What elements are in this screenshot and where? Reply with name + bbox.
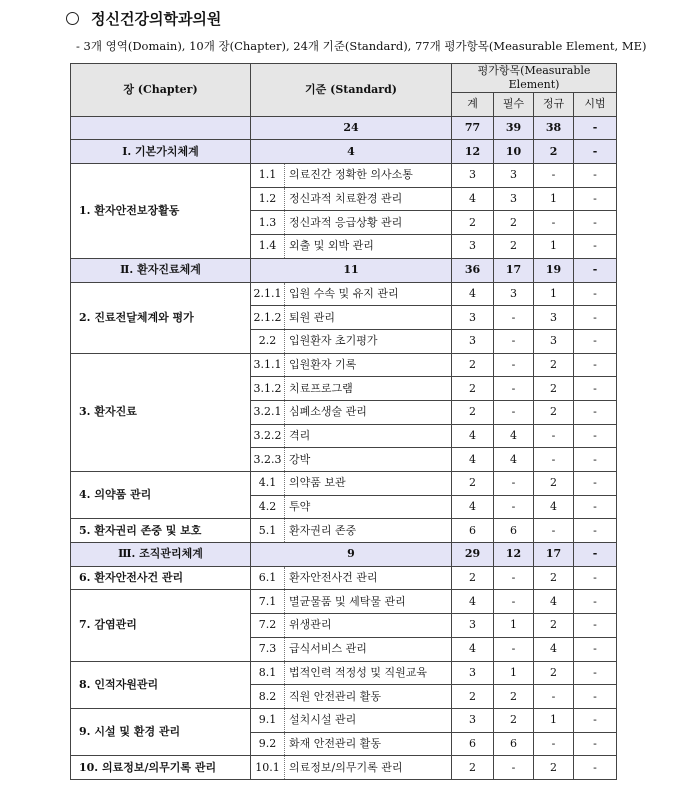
domain-standard: 4 <box>251 140 452 164</box>
me-regular: 1 <box>534 282 574 306</box>
domain-pilot: - <box>574 258 617 282</box>
me-pilot: - <box>574 424 617 448</box>
standard-number: 7.3 <box>251 637 285 661</box>
standard-name: 심폐소생술 관리 <box>285 400 452 424</box>
standard-name: 급식서비스 관리 <box>285 637 452 661</box>
chapter-name: 1. 환자안전보장활동 <box>71 164 251 259</box>
chapter-name: 4. 의약품 관리 <box>71 472 251 519</box>
me-required: 2 <box>494 708 534 732</box>
me-pilot: - <box>574 329 617 353</box>
me-total: 6 <box>452 519 494 543</box>
me-pilot: - <box>574 400 617 424</box>
me-regular: 1 <box>534 187 574 211</box>
standard-number: 4.2 <box>251 495 285 519</box>
domain-pilot: - <box>574 543 617 567</box>
standard-name: 투약 <box>285 495 452 519</box>
domain-total: 12 <box>452 140 494 164</box>
standard-name: 격리 <box>285 424 452 448</box>
me-required: 2 <box>494 211 534 235</box>
header-total: 계 <box>452 93 494 117</box>
circle-bullet-icon <box>66 12 79 25</box>
me-pilot: - <box>574 495 617 519</box>
me-pilot: - <box>574 472 617 496</box>
standard-name: 입원 수속 및 유지 관리 <box>285 282 452 306</box>
standard-number: 1.1 <box>251 164 285 188</box>
me-regular: - <box>534 211 574 235</box>
domain-regular: 19 <box>534 258 574 282</box>
me-required: 1 <box>494 661 534 685</box>
me-pilot: - <box>574 164 617 188</box>
me-total: 6 <box>452 732 494 756</box>
standard-number: 6.1 <box>251 566 285 590</box>
table-row <box>71 519 617 543</box>
me-required: 4 <box>494 424 534 448</box>
standard-name: 강박 <box>285 448 452 472</box>
me-required: 3 <box>494 187 534 211</box>
standard-name: 의료정보/의무기록 관리 <box>285 756 452 780</box>
standard-number: 8.1 <box>251 661 285 685</box>
standard-number: 3.2.2 <box>251 424 285 448</box>
me-regular: - <box>534 732 574 756</box>
table-row <box>71 756 617 780</box>
header-standard: 기준 (Standard) <box>251 64 452 117</box>
me-total: 2 <box>452 685 494 709</box>
standard-name: 입원환자 초기평가 <box>285 329 452 353</box>
domain-required: 10 <box>494 140 534 164</box>
me-total: 2 <box>452 400 494 424</box>
me-required: - <box>494 590 534 614</box>
standard-number: 3.2.3 <box>251 448 285 472</box>
accreditation-table <box>70 63 617 780</box>
header-required: 필수 <box>494 93 534 117</box>
standard-name: 치료프로그램 <box>285 377 452 401</box>
chapter-name: 10. 의료정보/의무기록 관리 <box>71 756 251 780</box>
table-row <box>71 164 617 188</box>
me-required: - <box>494 377 534 401</box>
me-total: 4 <box>452 637 494 661</box>
standard-number: 9.2 <box>251 732 285 756</box>
domain-row <box>71 258 617 282</box>
me-pilot: - <box>574 590 617 614</box>
table-body <box>71 116 617 779</box>
me-pilot: - <box>574 566 617 590</box>
me-required: 6 <box>494 519 534 543</box>
me-pilot: - <box>574 661 617 685</box>
me-required: - <box>494 566 534 590</box>
me-required: 1 <box>494 614 534 638</box>
chapter-name: 8. 인적자원관리 <box>71 661 251 708</box>
me-required: - <box>494 472 534 496</box>
me-regular: 4 <box>534 637 574 661</box>
me-required: 3 <box>494 282 534 306</box>
standard-number: 7.1 <box>251 590 285 614</box>
domain-name: Ⅲ. 조직관리체계 <box>71 543 251 567</box>
me-required: - <box>494 329 534 353</box>
standard-number: 7.2 <box>251 614 285 638</box>
me-regular: - <box>534 685 574 709</box>
me-regular: 2 <box>534 353 574 377</box>
table-row <box>71 566 617 590</box>
domain-row <box>71 543 617 567</box>
standard-name: 정신과적 치료환경 관리 <box>285 187 452 211</box>
header-me: 평가항목(Measurable Element) <box>452 64 617 93</box>
me-required: - <box>494 400 534 424</box>
total-required: 39 <box>494 116 534 140</box>
standard-name: 의약품 보관 <box>285 472 452 496</box>
table-row <box>71 472 617 496</box>
me-regular: 2 <box>534 756 574 780</box>
me-regular: 4 <box>534 590 574 614</box>
me-pilot: - <box>574 211 617 235</box>
chapter-name: 7. 감염관리 <box>71 590 251 661</box>
me-pilot: - <box>574 519 617 543</box>
me-required: 6 <box>494 732 534 756</box>
me-required: 2 <box>494 235 534 259</box>
standard-number: 1.4 <box>251 235 285 259</box>
standard-number: 10.1 <box>251 756 285 780</box>
chapter-name: 6. 환자안전사건 관리 <box>71 566 251 590</box>
me-total: 3 <box>452 164 494 188</box>
total-row <box>71 116 617 140</box>
me-total: 3 <box>452 235 494 259</box>
me-regular: 3 <box>534 306 574 330</box>
domain-standard: 11 <box>251 258 452 282</box>
me-total: 2 <box>452 211 494 235</box>
standard-name: 입원환자 기록 <box>285 353 452 377</box>
standard-name: 멸균물품 및 세탁물 관리 <box>285 590 452 614</box>
me-required: - <box>494 306 534 330</box>
me-total: 2 <box>452 756 494 780</box>
total-regular: 38 <box>534 116 574 140</box>
me-total: 4 <box>452 448 494 472</box>
table-row <box>71 282 617 306</box>
me-total: 3 <box>452 329 494 353</box>
me-required: 2 <box>494 685 534 709</box>
me-total: 2 <box>452 566 494 590</box>
me-required: 3 <box>494 164 534 188</box>
standard-name: 직원 안전관리 활동 <box>285 685 452 709</box>
me-total: 4 <box>452 187 494 211</box>
me-required: - <box>494 637 534 661</box>
chapter-name: 2. 진료전달체계와 평가 <box>71 282 251 353</box>
me-pilot: - <box>574 235 617 259</box>
domain-pilot: - <box>574 140 617 164</box>
standard-number: 2.1.2 <box>251 306 285 330</box>
standard-name: 의료진간 정확한 의사소통 <box>285 164 452 188</box>
standard-number: 3.2.1 <box>251 400 285 424</box>
header-regular: 정규 <box>534 93 574 117</box>
domain-regular: 17 <box>534 543 574 567</box>
domain-required: 17 <box>494 258 534 282</box>
domain-standard: 9 <box>251 543 452 567</box>
me-regular: 2 <box>534 566 574 590</box>
me-pilot: - <box>574 732 617 756</box>
chapter-name: 3. 환자진료 <box>71 353 251 471</box>
header-chapter: 장 (Chapter) <box>71 64 251 117</box>
me-pilot: - <box>574 637 617 661</box>
me-total: 2 <box>452 353 494 377</box>
me-required: 4 <box>494 448 534 472</box>
standard-name: 법적인력 적정성 및 직원교육 <box>285 661 452 685</box>
me-regular: - <box>534 424 574 448</box>
standard-name: 위생관리 <box>285 614 452 638</box>
domain-required: 12 <box>494 543 534 567</box>
me-pilot: - <box>574 187 617 211</box>
me-regular: - <box>534 164 574 188</box>
domain-name: Ⅱ. 환자진료체계 <box>71 258 251 282</box>
me-pilot: - <box>574 282 617 306</box>
header-pilot: 시범 <box>574 93 617 117</box>
me-pilot: - <box>574 685 617 709</box>
standard-number: 2.2 <box>251 329 285 353</box>
me-pilot: - <box>574 448 617 472</box>
me-pilot: - <box>574 353 617 377</box>
me-regular: 1 <box>534 235 574 259</box>
standard-name: 외출 및 외박 관리 <box>285 235 452 259</box>
me-total: 4 <box>452 495 494 519</box>
standard-number: 3.1.2 <box>251 377 285 401</box>
standard-name: 퇴원 관리 <box>285 306 452 330</box>
standard-number: 8.2 <box>251 685 285 709</box>
me-regular: 1 <box>534 708 574 732</box>
me-regular: - <box>534 448 574 472</box>
standard-name: 환자안전사건 관리 <box>285 566 452 590</box>
me-regular: 3 <box>534 329 574 353</box>
standard-number: 1.2 <box>251 187 285 211</box>
me-regular: 2 <box>534 661 574 685</box>
standard-number: 4.1 <box>251 472 285 496</box>
standard-number: 3.1.1 <box>251 353 285 377</box>
standard-name: 환자권리 존중 <box>285 519 452 543</box>
me-pilot: - <box>574 614 617 638</box>
me-total: 3 <box>452 614 494 638</box>
standard-number: 2.1.1 <box>251 282 285 306</box>
standard-name: 화재 안전관리 활동 <box>285 732 452 756</box>
me-regular: - <box>534 519 574 543</box>
domain-total: 36 <box>452 258 494 282</box>
me-required: - <box>494 353 534 377</box>
me-regular: 4 <box>534 495 574 519</box>
me-pilot: - <box>574 756 617 780</box>
me-total: 3 <box>452 661 494 685</box>
total-me: 77 <box>452 116 494 140</box>
me-regular: 2 <box>534 400 574 424</box>
me-total: 4 <box>452 282 494 306</box>
standard-number: 1.3 <box>251 211 285 235</box>
me-total: 4 <box>452 590 494 614</box>
me-total: 3 <box>452 306 494 330</box>
table-row <box>71 353 617 377</box>
me-total: 4 <box>452 424 494 448</box>
table-row <box>71 708 617 732</box>
me-pilot: - <box>574 708 617 732</box>
me-regular: 2 <box>534 614 574 638</box>
me-pilot: - <box>574 306 617 330</box>
me-total: 2 <box>452 377 494 401</box>
me-pilot: - <box>574 377 617 401</box>
domain-row <box>71 140 617 164</box>
standard-name: 설치시설 관리 <box>285 708 452 732</box>
standard-name: 정신과적 응급상황 관리 <box>285 211 452 235</box>
standard-number: 9.1 <box>251 708 285 732</box>
page-title: 정신건강의학과의원 <box>66 8 221 29</box>
me-required: - <box>494 756 534 780</box>
me-regular: 2 <box>534 377 574 401</box>
domain-regular: 2 <box>534 140 574 164</box>
me-total: 3 <box>452 708 494 732</box>
me-required: - <box>494 495 534 519</box>
me-regular: 2 <box>534 472 574 496</box>
page-subtitle: - 3개 영역(Domain), 10개 장(Chapter), 24개 기준(Standard), 77개 평가항목(Measurable Element, ME) <box>76 39 647 53</box>
standard-number: 5.1 <box>251 519 285 543</box>
domain-name: Ⅰ. 기본가치체계 <box>71 140 251 164</box>
domain-total: 29 <box>452 543 494 567</box>
table-row <box>71 590 617 614</box>
table-row <box>71 661 617 685</box>
total-standard: 24 <box>251 116 452 140</box>
chapter-name: 9. 시설 및 환경 관리 <box>71 708 251 755</box>
me-total: 2 <box>452 472 494 496</box>
chapter-name: 5. 환자권리 존중 및 보호 <box>71 519 251 543</box>
total-pilot: - <box>574 116 617 140</box>
